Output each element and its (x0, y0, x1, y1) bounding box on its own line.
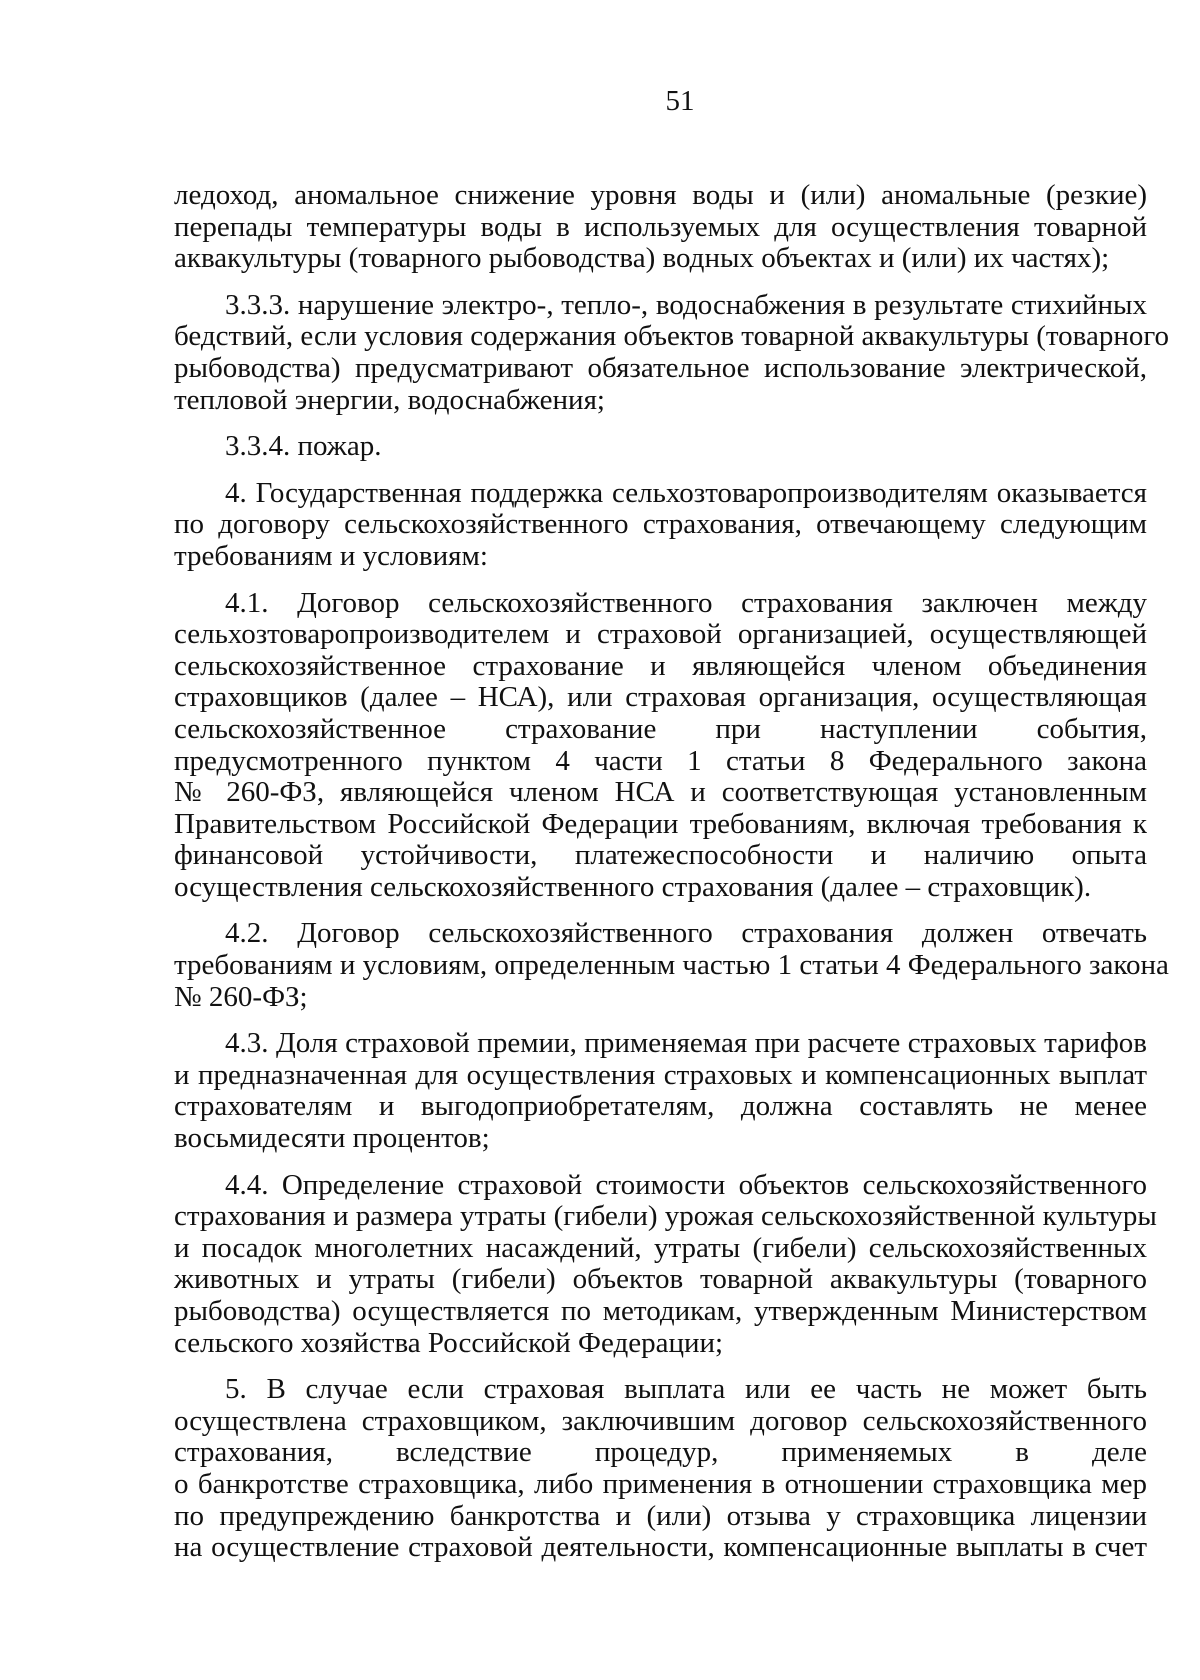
text-line: рыбоводства) осуществляется по методикам, утвержденным Министерством (174, 1295, 1147, 1327)
paragraph-p3 (174, 431, 1147, 463)
text-line: аквакультуры (товарного рыбоводства) водных объектах и (или) их частях); (174, 242, 1110, 275)
text-line: о банкротстве страховщика, либо применения в отношении страховщика мер (174, 1467, 1147, 1500)
text-line: требованиям и условиям, определенным частью 1 статьи 4 Федерального закона (174, 949, 1169, 982)
text-line: 4.4. Определение страховой стоимости объектов сельскохозяйственного (225, 1168, 1147, 1201)
text-line: 4.3. Доля страховой премии, применяемая при расчете страховых тарифов (225, 1027, 1147, 1060)
text-line: сельхозтоваропроизводителем и страховой организацией, осуществляющей (174, 618, 1147, 651)
text-line: предусмотренного пунктом 4 части 1 статьи 8 Федерального закона (174, 744, 1147, 777)
text-line: на осуществление страховой деятельности, компенсационные выплаты в счет (174, 1531, 1147, 1564)
text-line: 3.3.3. нарушение электро-, тепло-, водоснабжения в результате стихийных (225, 288, 1147, 321)
text-line: животных и утраты (гибели) объектов товарной аквакультуры (товарного (174, 1263, 1147, 1296)
text-line: осуществлена страховщиком, заключившим договор сельскохозяйственного (174, 1404, 1147, 1437)
text-line: 4.2. Договор сельскохозяйственного страхования должен отвечать (225, 917, 1147, 950)
text-line: восьмидесяти процентов; (174, 1122, 490, 1155)
text-line: № 260-ФЗ, являющейся членом НСА и соответствующая установленным (174, 776, 1147, 809)
text-line: Правительством Российской Федерации требованиям, включая требования к (174, 807, 1147, 840)
paragraph-p2 (174, 288, 1170, 416)
text-line: финансовой устойчивости, платежеспособности и наличию опыта (174, 839, 1147, 872)
paragraph-p4 (174, 478, 1147, 573)
text-line: ледоход, аномальное снижение уровня воды и (или) аномальные (резкие) (174, 179, 1147, 211)
paragraph-p7 (174, 1028, 1147, 1154)
text-line: сельскохозяйственное страхование и являющейся членом объединения (174, 649, 1147, 682)
text-line: бедствий, если условия содержания объектов товарной аквакультуры (товарного (174, 320, 1170, 353)
text-line: страхования и размера утраты (гибели) урожая сельскохозяйственной культуры (174, 1200, 1157, 1233)
text-line: страхования, вследствие процедур, применяемых в деле (174, 1436, 1147, 1469)
document-body (174, 179, 1170, 1579)
text-line: 5. В случае если страховая выплата или ее часть не может быть (225, 1373, 1147, 1406)
text-line: сельскохозяйственное страхование при наступлении события, (174, 712, 1147, 745)
text-line: и посадок многолетних насаждений, утраты (гибели) сельскохозяйственных (174, 1231, 1147, 1264)
text-line: 3.3.4. пожар. (225, 430, 382, 463)
text-line: перепады температуры воды в используемых для осуществления товарной (174, 210, 1147, 243)
paragraph-p9 (174, 1374, 1147, 1564)
text-line: и предназначенная для осуществления страховых и компенсационных выплат (174, 1058, 1147, 1091)
text-line: страхователям и выгодоприобретателям, должна составлять не менее (174, 1090, 1147, 1123)
paragraph-p6 (174, 917, 1169, 1013)
text-line: сельского хозяйства Российской Федерации; (174, 1326, 724, 1359)
text-line: № 260-ФЗ; (174, 980, 308, 1013)
paragraph-p1 (174, 180, 1147, 275)
paragraph-p8 (174, 1168, 1157, 1360)
text-line: рыбоводства) предусматривают обязательное использование электрической, (174, 351, 1147, 384)
text-line: по договору сельскохозяйственного страхования, отвечающему следующим (174, 508, 1147, 541)
page-number: 51 (665, 85, 695, 117)
text-line: требованиям и условиям: (174, 539, 488, 572)
text-line: по предупреждению банкротства и (или) отзыва у страховщика лицензии (174, 1499, 1147, 1532)
text-line: 4.1. Договор сельскохозяйственного страхования заключен между (225, 586, 1147, 619)
text-line: 4. Государственная поддержка сельхозтоваропроизводителям оказывается (225, 476, 1147, 509)
text-line: осуществления сельскохозяйственного страхования (далее – страховщик). (174, 870, 1092, 903)
text-line: тепловой энергии, водоснабжения; (174, 383, 605, 416)
paragraph-p5 (174, 588, 1147, 904)
text-line: страховщиков (далее – НСА), или страховая организация, осуществляющая (174, 681, 1147, 714)
